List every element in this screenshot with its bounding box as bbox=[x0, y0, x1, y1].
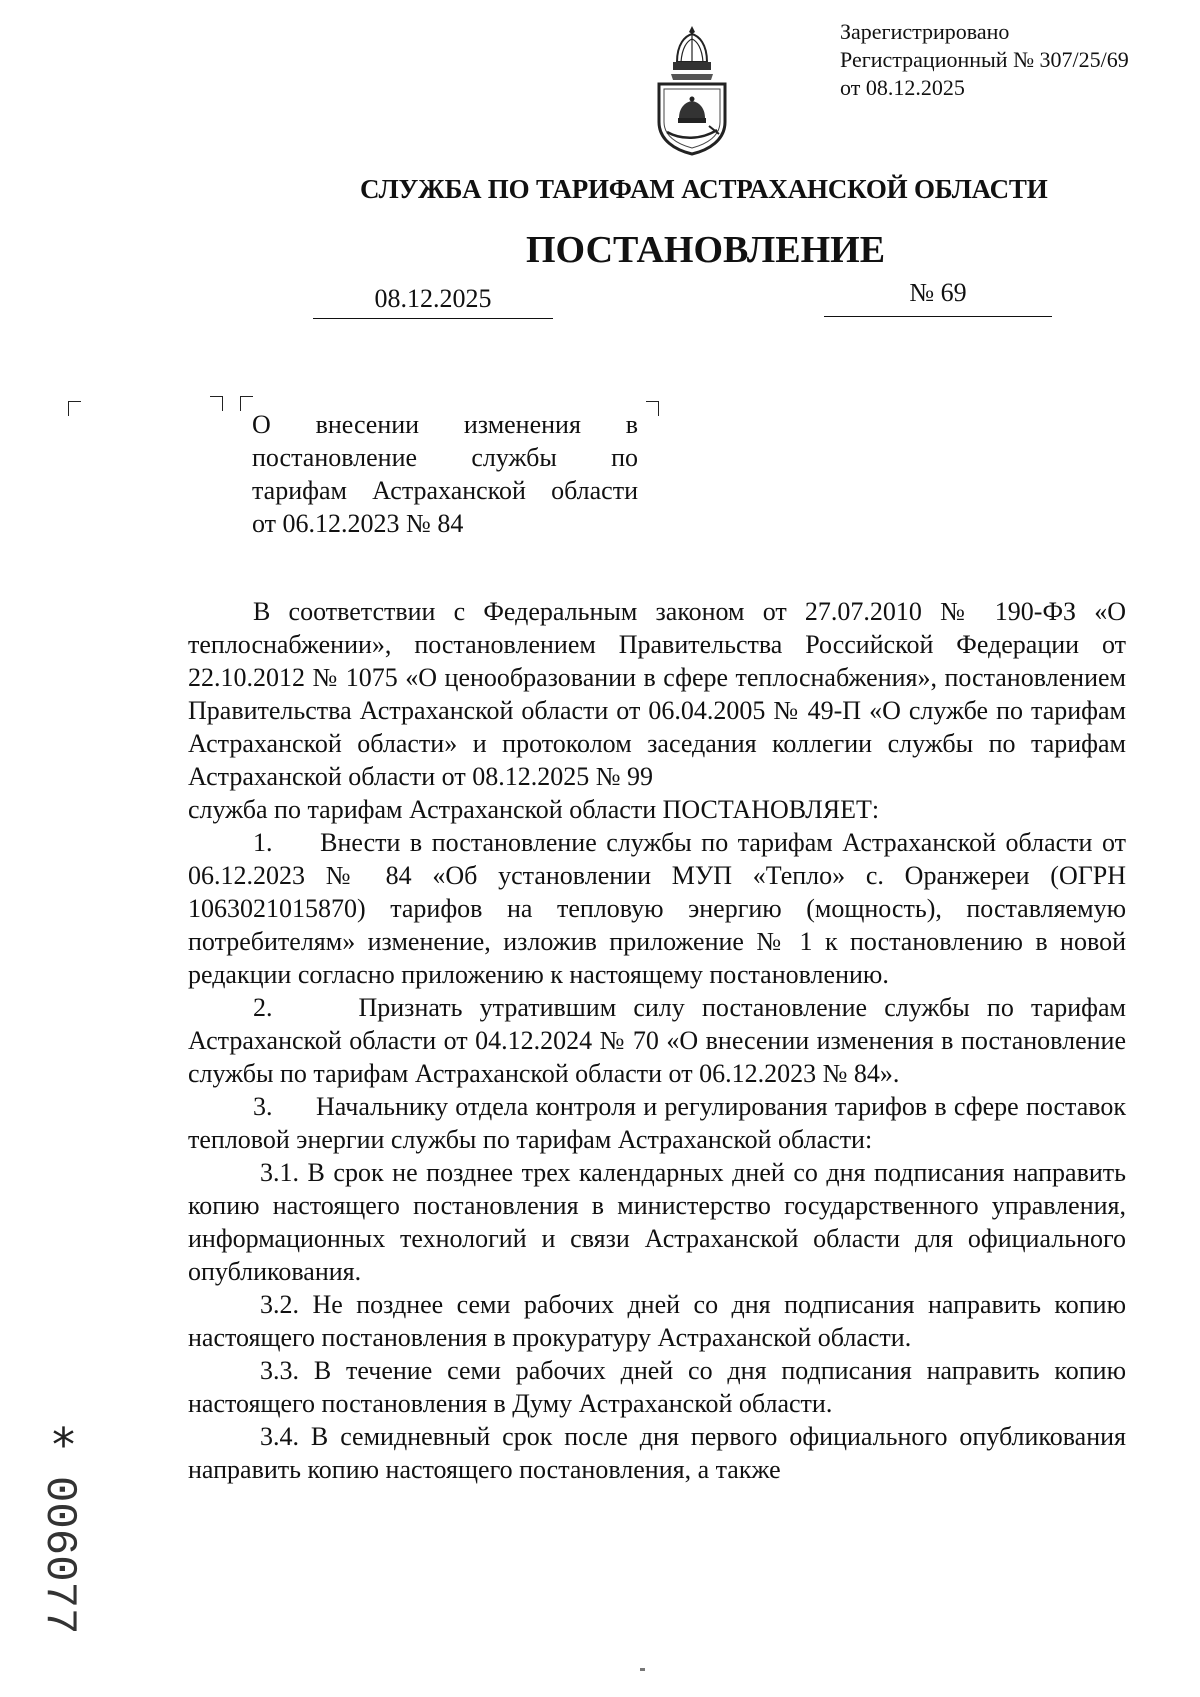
astrakhan-coat-of-arms-icon bbox=[651, 22, 733, 157]
document-type: ПОСТАНОВЛЕНИЕ bbox=[526, 229, 886, 271]
registration-stamp bbox=[840, 18, 1129, 102]
item-1-paragraph: 1. Внести в постановление службы по тарифам Астраханской области от 06.12.2023 № 84 «Об установлении МУП «Тепло» с. Оранжереи (ОГРН 1063021015870) тарифов на тепловую энергию (мощность), поставляемую потребителям» изменение, изложив приложение № 1 к постановлению в новой редакции согласно приложению к настоящему постановлению. bbox=[188, 828, 1126, 989]
item-3-3-paragraph: 3.3. В течение семи рабочих дней со дня подписания направить копию настоящего постановления в Думу Астраханской области. bbox=[188, 1356, 1126, 1418]
corner-mark bbox=[210, 396, 223, 411]
corner-mark bbox=[646, 401, 659, 416]
document-subject bbox=[252, 408, 638, 540]
item-2-paragraph: 2. Признать утратившим силу постановление службы по тарифам Астраханской области от 04.12.2024 № 70 «О внесении изменения в постановление службы по тарифам Астраханской области от 06.12.2023 № 84». bbox=[188, 993, 1126, 1088]
margin-sheet-number: 006077 bbox=[34, 1476, 84, 1635]
subject-line: от 06.12.2023 № 84 bbox=[252, 509, 464, 538]
document-date: 08.12.2025 bbox=[313, 284, 553, 319]
document-number: № 69 bbox=[824, 278, 1052, 317]
margin-star: * bbox=[52, 1418, 75, 1472]
corner-mark bbox=[68, 401, 81, 416]
subject-line: О внесении изменения в bbox=[252, 410, 638, 439]
stamp-registration-number: Регистрационный № 307/25/69 bbox=[840, 47, 1129, 72]
stamp-registered: Зарегистрировано bbox=[840, 19, 1010, 44]
scan-speck bbox=[640, 1668, 645, 1671]
subject-line: постановление службы по bbox=[252, 443, 638, 472]
preamble-paragraph: В соответствии с Федеральным законом от 27.07.2010 № 190-ФЗ «О теплоснабжении», постановлением Правительства Российской Федерации от 22.10.2012 № 1075 «О ценообразовании в сфере теплоснабжения», постановлением Правительства Астраханской области от 06.04.2005 № 49-П «О службе по тарифам Астраханской области» и протоколом заседания коллегии службы по тарифам Астраханской области от 08.12.2025 № 99 bbox=[188, 597, 1126, 791]
stamp-date: от 08.12.2025 bbox=[840, 75, 965, 100]
subject-line: тарифам Астраханской области bbox=[252, 476, 638, 505]
item-3-4-paragraph: 3.4. В семидневный срок после дня первого официального опубликования направить копию настоящего постановления, а также bbox=[188, 1422, 1126, 1484]
resolution-clause: служба по тарифам Астраханской области ПОСТАНОВЛЯЕТ: bbox=[188, 795, 880, 824]
organization-name: СЛУЖБА ПО ТАРИФАМ АСТРАХАНСКОЙ ОБЛАСТИ bbox=[360, 174, 1048, 204]
item-3-paragraph: 3. Начальнику отдела контроля и регулирования тарифов в сфере поставок тепловой энергии службы по тарифам Астраханской области: bbox=[188, 1092, 1126, 1154]
item-3-2-paragraph: 3.2. Не позднее семи рабочих дней со дня подписания направить копию настоящего постановления в прокуратуру Астраханской области. bbox=[188, 1290, 1126, 1352]
document-body bbox=[188, 595, 1126, 1486]
item-3-1-paragraph: 3.1. В срок не позднее трех календарных дней со дня подписания направить копию настоящего постановления в министерство государственного управления, информационных технологий и связи Астраханской области для официального опубликования. bbox=[188, 1158, 1126, 1286]
